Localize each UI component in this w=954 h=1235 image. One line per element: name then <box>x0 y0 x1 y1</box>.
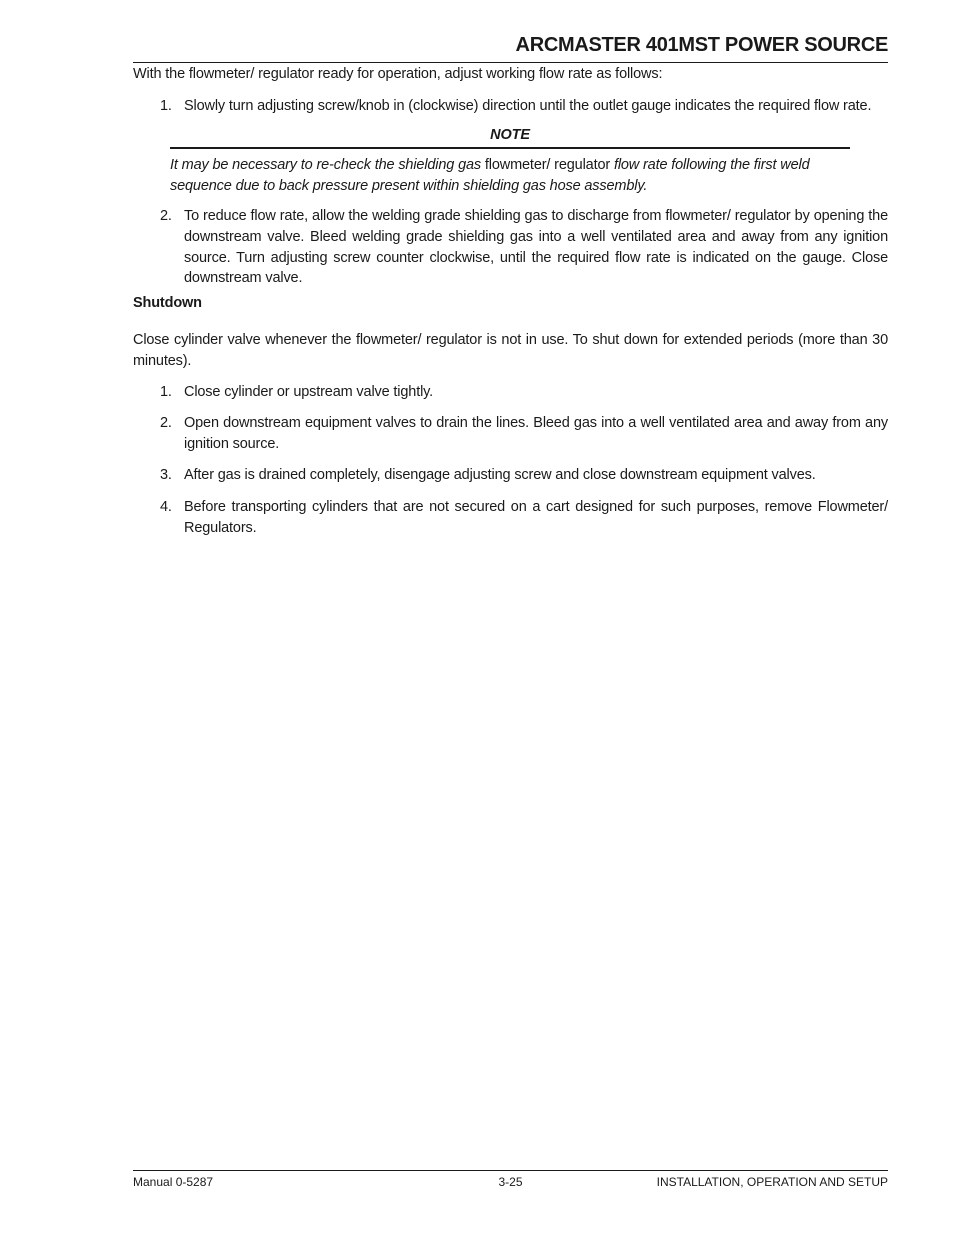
list-item-text: Open downstream equipment valves to drain the lines. Bleed gas into a well ventilated area and away from any ignition source. <box>184 415 888 452</box>
note-title: NOTE <box>490 127 530 144</box>
list-item-number: 2. <box>160 208 172 225</box>
flow-intro-paragraph: With the flowmeter/ regulator ready for operation, adjust working flow rate as follows: <box>133 66 663 82</box>
list-item <box>133 413 888 454</box>
list-item-number: 3. <box>160 467 172 484</box>
list-item <box>133 465 888 486</box>
list-item-text: To reduce flow rate, allow the welding grade shielding gas to discharge from flowmeter/ regulator by opening the downstream valve. Bleed welding grade shielding gas into a well ventilated area and away from any ignition source. Turn adjusting screw counter clockwise, until the required flow rate is indicated on the gauge. Close downstream valve. <box>184 208 888 287</box>
page-header-title: ARCMASTER 401MST POWER SOURCE <box>515 34 888 56</box>
list-item-number: 1. <box>160 97 172 114</box>
flow-steps-list-continued <box>133 206 888 288</box>
list-item-text: Before transporting cylinders that are not secured on a cart designed for such purposes, remove Flowmeter/ Regulators. <box>184 498 888 536</box>
note-text-part1: It may be necessary to re-check the shielding gas <box>170 157 482 174</box>
list-item-text: After gas is drained completely, disengage adjusting screw and close downstream equipment valves. <box>184 467 816 484</box>
note-text-part2: flowmeter/ regulator <box>484 157 611 174</box>
footer-page-number: 3-25 <box>498 1175 523 1189</box>
note-text-part3: flow rate following the first weld sequence due to back pressure present within shielding gas hose assembly. <box>170 157 810 194</box>
footer-section-title: INSTALLATION, OPERATION AND SETUP <box>656 1175 888 1189</box>
shutdown-steps-list <box>133 382 888 539</box>
list-item <box>133 382 888 403</box>
note-text <box>170 149 850 196</box>
list-item <box>133 206 888 288</box>
list-item-number: 2. <box>160 415 172 432</box>
note-block <box>170 125 850 196</box>
page-content <box>133 63 888 538</box>
shutdown-intro-paragraph: Close cylinder valve whenever the flowmeter/ regulator is not in use. To shut down for extended periods (more than 30 minutes). <box>133 332 888 369</box>
list-item <box>133 497 888 538</box>
list-item-text: Slowly turn adjusting screw/knob in (clockwise) direction until the outlet gauge indicates the required flow rate. <box>184 97 872 114</box>
footer-rule <box>133 1170 888 1171</box>
shutdown-heading: Shutdown <box>133 294 202 311</box>
list-item <box>133 96 888 117</box>
footer-manual-number: Manual 0-5287 <box>133 1175 214 1189</box>
list-item-text: Close cylinder or upstream valve tightly. <box>184 383 434 400</box>
list-item-number: 4. <box>160 498 172 515</box>
flow-steps-list <box>133 96 888 117</box>
list-item-number: 1. <box>160 383 172 400</box>
